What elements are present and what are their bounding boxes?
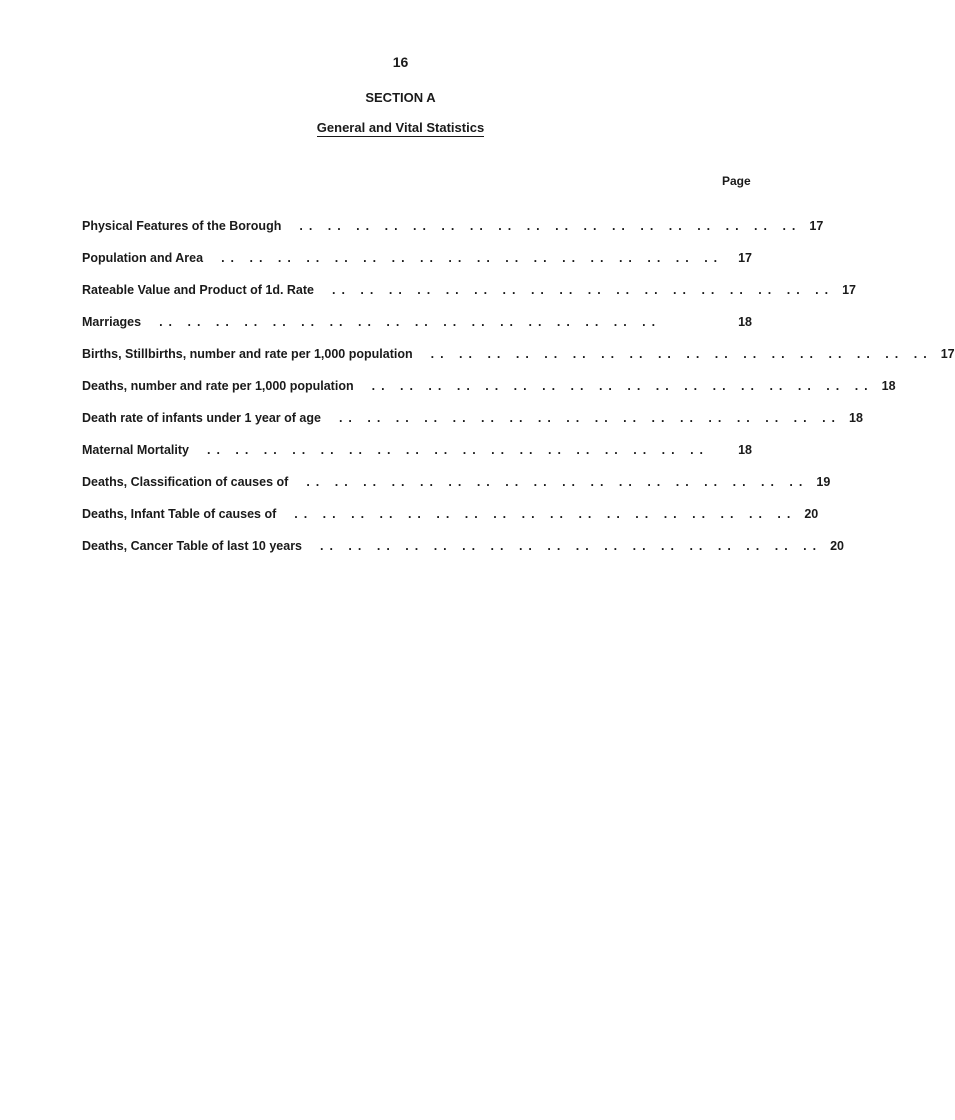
toc-entry (82, 434, 752, 466)
dot-leaders: .. .. .. .. .. .. .. .. .. .. .. .. .. .. .. .. .. .. (371, 379, 874, 393)
dot-leaders: .. .. .. .. .. .. .. .. .. .. .. .. .. .. .. .. .. .. (430, 347, 933, 361)
dot-leaders: .. .. .. .. .. .. .. .. .. .. .. .. .. .. .. .. .. .. (320, 539, 823, 553)
toc-entry (82, 274, 856, 306)
dot-leaders: .. .. .. .. .. .. .. .. .. .. .. .. .. .. .. .. .. .. (206, 443, 710, 457)
toc-entry-label: Marriages (82, 315, 142, 329)
section-subtitle-text: General and Vital Statistics (316, 120, 485, 135)
section-title: SECTION A (365, 90, 436, 105)
toc-entry (82, 530, 844, 562)
table-of-contents (82, 210, 955, 562)
toc-entry (82, 338, 955, 370)
toc-entry-page: 18 (738, 315, 752, 329)
dot-leaders: .. .. .. .. .. .. .. .. .. .. .. .. .. .. .. .. .. .. (221, 251, 724, 265)
dot-leaders: .. .. .. .. .. .. .. .. .. .. .. .. .. .. .. .. .. .. (306, 475, 809, 489)
toc-entry-page: 20 (830, 539, 844, 553)
toc-entry (82, 498, 819, 530)
page-column-label: Page (722, 174, 751, 188)
toc-entry (82, 466, 831, 498)
toc-entry-label: Deaths, Cancer Table of last 10 years (82, 539, 303, 553)
page-number: 16 (392, 54, 409, 70)
toc-entry-page: 18 (849, 411, 863, 425)
toc-entry-page: 18 (881, 379, 896, 393)
toc-entry-label: Maternal Mortality (82, 443, 189, 457)
dot-leaders: .. .. .. .. .. .. .. .. .. .. .. .. .. .. .. .. .. .. (294, 507, 797, 521)
toc-entry-page: 17 (940, 347, 955, 361)
dot-leaders: .. .. .. .. .. .. .. .. .. .. .. .. .. .. .. .. .. .. (338, 411, 842, 425)
toc-entry (82, 402, 863, 434)
toc-entry (82, 242, 752, 274)
toc-entry-page: 17 (738, 251, 752, 265)
toc-entry-page: 17 (842, 283, 856, 297)
toc-entry-page: 20 (804, 507, 819, 521)
toc-entry-label: Death rate of infants under 1 year of age (82, 411, 321, 425)
toc-entry-label: Population and Area (82, 251, 204, 265)
toc-entry-label: Deaths, Classification of causes of (82, 475, 289, 489)
toc-entry-label: Physical Features of the Borough (82, 219, 282, 233)
toc-entry-label: Deaths, number and rate per 1,000 population (82, 379, 354, 393)
toc-entry (82, 210, 824, 242)
dot-leaders: .. .. .. .. .. .. .. .. .. .. .. .. .. .. .. .. .. .. (299, 219, 802, 233)
dot-leaders: .. .. .. .. .. .. .. .. .. .. .. .. .. .. .. .. .. .. (159, 315, 662, 329)
dot-leaders: .. .. .. .. .. .. .. .. .. .. .. .. .. .. .. .. .. .. (332, 283, 835, 297)
section-subtitle (0, 120, 801, 135)
toc-entry-label: Births, Stillbirths, number and rate per 1,000 population (82, 347, 413, 361)
toc-entry-label: Deaths, Infant Table of causes of (82, 507, 277, 521)
toc-entry-page: 19 (816, 475, 831, 489)
toc-entry-page: 17 (809, 219, 824, 233)
toc-entry-page: 18 (738, 443, 752, 457)
toc-entry-label: Rateable Value and Product of 1d. Rate (82, 283, 315, 297)
toc-entry (82, 306, 752, 338)
toc-entry (82, 370, 896, 402)
